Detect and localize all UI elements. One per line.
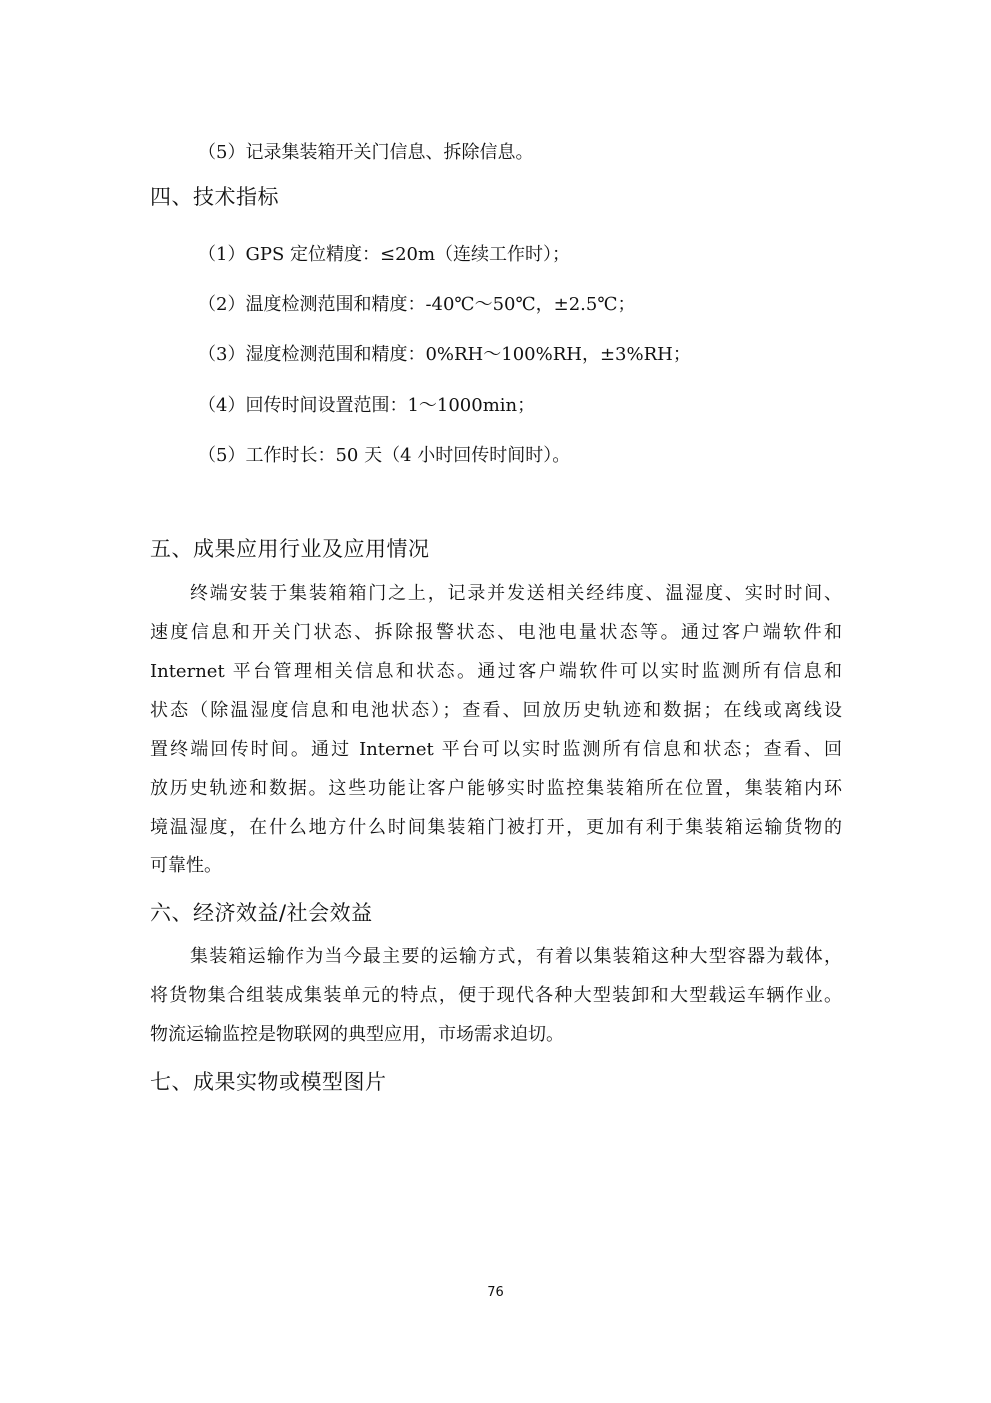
spec-item-working-time: （5）工作时长：50 天（4 小时回传时间时）。 bbox=[198, 445, 571, 466]
section-heading-benefits: 六、经济效益/社会效益 bbox=[150, 901, 373, 925]
paragraph-line: 置终端回传时间。通过 Internet 平台可以实时监测所有信息和状态；查看、回 bbox=[150, 739, 842, 760]
paragraph-line: 境温湿度，在什么地方什么时间集装箱门被打开，更加有利于集装箱运输货物的 bbox=[150, 817, 842, 838]
spec-item-gps: （1）GPS 定位精度：≤20m（连续工作时）； bbox=[198, 244, 571, 265]
paragraph-line: 终端安装于集装箱箱门之上，记录并发送相关经纬度、温湿度、实时时间、 bbox=[190, 583, 842, 604]
paragraph-line: 可靠性。 bbox=[150, 855, 222, 876]
paragraph-line: 状态（除温湿度信息和电池状态）；查看、回放历史轨迹和数据；在线或离线设 bbox=[150, 700, 842, 721]
spec-item-humidity: （3）湿度检测范围和精度：0%RH～100%RH，±3%RH； bbox=[198, 344, 691, 365]
section-heading-application: 五、成果应用行业及应用情况 bbox=[150, 537, 430, 561]
spec-item-temperature: （2）温度检测范围和精度：-40℃～50℃，±2.5℃； bbox=[198, 294, 636, 315]
list-item-record-door: （5）记录集装箱开关门信息、拆除信息。 bbox=[198, 142, 534, 163]
section-heading-technical-specs: 四、技术指标 bbox=[150, 185, 279, 209]
paragraph-line: 放历史轨迹和数据。这些功能让客户能够实时监控集装箱所在位置，集装箱内环 bbox=[150, 778, 842, 799]
paragraph-line: 物流运输监控是物联网的典型应用，市场需求迫切。 bbox=[150, 1024, 564, 1045]
page-number: 76 bbox=[487, 1285, 504, 1300]
paragraph-line: 集装箱运输作为当今最主要的运输方式，有着以集装箱这种大型容器为载体， bbox=[190, 946, 842, 967]
paragraph-line: Internet 平台管理相关信息和状态。通过客户端软件可以实时监测所有信息和 bbox=[150, 661, 842, 682]
paragraph-line: 速度信息和开关门状态、拆除报警状态、电池电量状态等。通过客户端软件和 bbox=[150, 622, 842, 643]
section-heading-product-photos: 七、成果实物或模型图片 bbox=[150, 1070, 387, 1094]
paragraph-line: 将货物集合组装成集装单元的特点，便于现代各种大型装卸和大型载运车辆作业。 bbox=[150, 985, 842, 1006]
spec-item-return-interval: （4）回传时间设置范围：1～1000min； bbox=[198, 395, 536, 416]
